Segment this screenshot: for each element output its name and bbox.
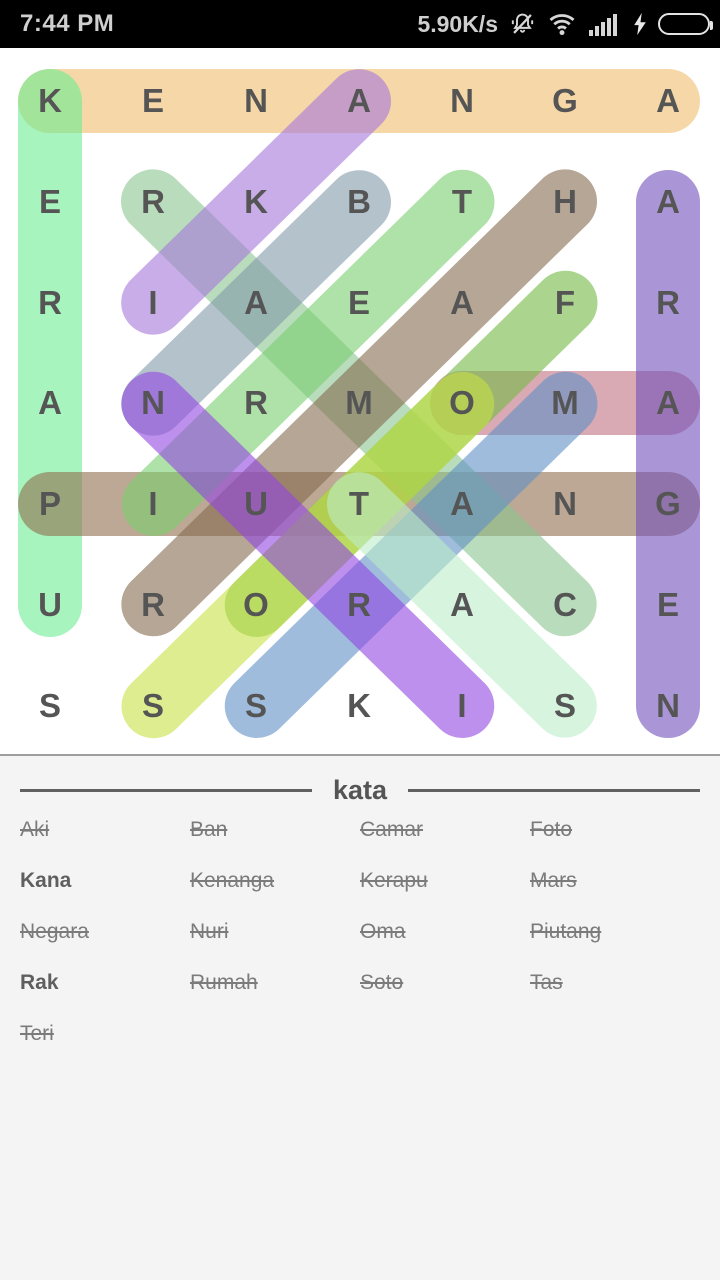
status-icons [417, 11, 710, 38]
grid-cell-r1c2[interactable]: E [141, 82, 164, 119]
grid-cell-r4c3[interactable]: R [244, 384, 268, 422]
word-item-piutang: Piutang [530, 919, 602, 943]
word-item-aki: Aki [20, 817, 50, 841]
word-item-ban: Ban [190, 817, 228, 841]
word-search-board[interactable] [0, 48, 720, 756]
grid-cell-r3c7[interactable]: R [656, 283, 680, 321]
grid-cell-r6c5[interactable]: A [450, 586, 474, 623]
grid-cell-r7c6[interactable]: S [553, 686, 576, 724]
grid-cell-r7c5[interactable]: I [457, 686, 467, 724]
grid-cell-r7c4[interactable]: K [347, 686, 371, 724]
grid-cell-r1c3[interactable]: N [244, 82, 268, 119]
grid-cell-r3c3[interactable]: A [244, 283, 268, 321]
grid-cell-r7c1[interactable]: S [38, 686, 61, 724]
header-line-left [20, 789, 312, 792]
word-list-panel [0, 756, 720, 1280]
grid-cell-r6c7[interactable]: E [656, 586, 679, 623]
grid-cell-r1c6[interactable]: G [552, 82, 578, 119]
word-item-kenanga: Kenanga [190, 868, 275, 892]
word-list-title: kata [332, 774, 388, 805]
grid-cell-r5c5[interactable]: A [450, 485, 474, 523]
grid-cell-r4c6[interactable]: M [551, 384, 579, 422]
word-item-soto: Soto [360, 970, 404, 994]
word-list [20, 804, 700, 1059]
word-item-negara: Negara [20, 919, 89, 943]
grid-cell-r2c5[interactable]: T [451, 182, 473, 220]
word-item-kerapu: Kerapu [360, 868, 428, 892]
charging-bolt-icon [633, 12, 647, 36]
header-line-right [408, 789, 700, 792]
word-item-camar: Camar [360, 817, 424, 841]
grid-cell-r7c2[interactable]: S [141, 686, 164, 724]
highlight-negara [636, 170, 700, 738]
word-item-teri: Teri [20, 1021, 54, 1045]
grid-cell-r4c7[interactable]: A [656, 384, 680, 422]
network-speed: 5.90K/s [417, 10, 498, 37]
grid-cell-r4c2[interactable]: N [141, 384, 165, 422]
grid-cell-r6c2[interactable]: R [141, 586, 165, 623]
notifications-muted-icon [509, 11, 536, 38]
grid-cell-r7c7[interactable]: N [656, 686, 680, 724]
grid-cell-r3c4[interactable]: E [347, 283, 370, 321]
grid-cell-r4c1[interactable]: A [38, 384, 62, 422]
grid-cell-r5c4[interactable]: T [348, 485, 370, 523]
grid-cell-r2c6[interactable]: H [553, 182, 577, 220]
word-item-nuri: Nuri [190, 919, 229, 943]
highlight-kerapu [18, 69, 82, 637]
grid-cell-r4c4[interactable]: M [345, 384, 373, 422]
grid-cell-r3c2[interactable]: I [148, 283, 158, 321]
grid-cell-r7c3[interactable]: S [244, 686, 267, 724]
grid-cell-r2c3[interactable]: K [244, 182, 268, 220]
grid-cell-r5c6[interactable]: N [553, 485, 577, 523]
word-item-kana: Kana [20, 868, 72, 892]
grid-cell-r6c1[interactable]: U [38, 586, 62, 623]
grid-cell-r5c1[interactable]: P [38, 485, 61, 523]
grid-cell-r1c7[interactable]: A [656, 82, 680, 119]
grid-cell-r1c5[interactable]: N [450, 82, 474, 119]
word-item-rumah: Rumah [190, 970, 258, 994]
grid-cell-r4c5[interactable]: O [449, 384, 475, 422]
grid-cell-r2c7[interactable]: A [656, 182, 680, 220]
grid-cell-r3c6[interactable]: F [554, 283, 576, 321]
word-item-rak: Rak [20, 970, 59, 994]
status-time: 7:44 PM [20, 10, 115, 37]
grid-cell-r3c5[interactable]: A [450, 283, 474, 321]
word-item-tas: Tas [530, 970, 563, 994]
grid-cell-r5c2[interactable]: I [148, 485, 158, 523]
battery-icon [658, 13, 710, 35]
grid-cell-r1c1[interactable]: K [38, 82, 62, 119]
grid-cell-r5c7[interactable]: G [655, 485, 681, 523]
grid-cell-r1c4[interactable]: A [347, 82, 371, 119]
grid-cell-r2c4[interactable]: B [347, 182, 371, 220]
grid-cell-r6c4[interactable]: R [347, 586, 371, 623]
word-item-foto: Foto [530, 817, 573, 841]
wifi-icon [547, 11, 577, 38]
grid-cell-r5c3[interactable]: U [244, 485, 268, 523]
status-bar [0, 0, 720, 48]
grid-cell-r6c6[interactable]: C [553, 586, 577, 623]
word-item-oma: Oma [360, 919, 406, 943]
signal-strength-icon [588, 11, 622, 37]
grid-cell-r6c3[interactable]: O [243, 586, 269, 623]
grid-cell-r2c2[interactable]: R [141, 182, 165, 220]
word-item-mars: Mars [530, 868, 577, 892]
grid-cell-r2c1[interactable]: E [38, 182, 61, 220]
battery-nub [710, 21, 713, 30]
grid-cell-r3c1[interactable]: R [38, 283, 62, 321]
